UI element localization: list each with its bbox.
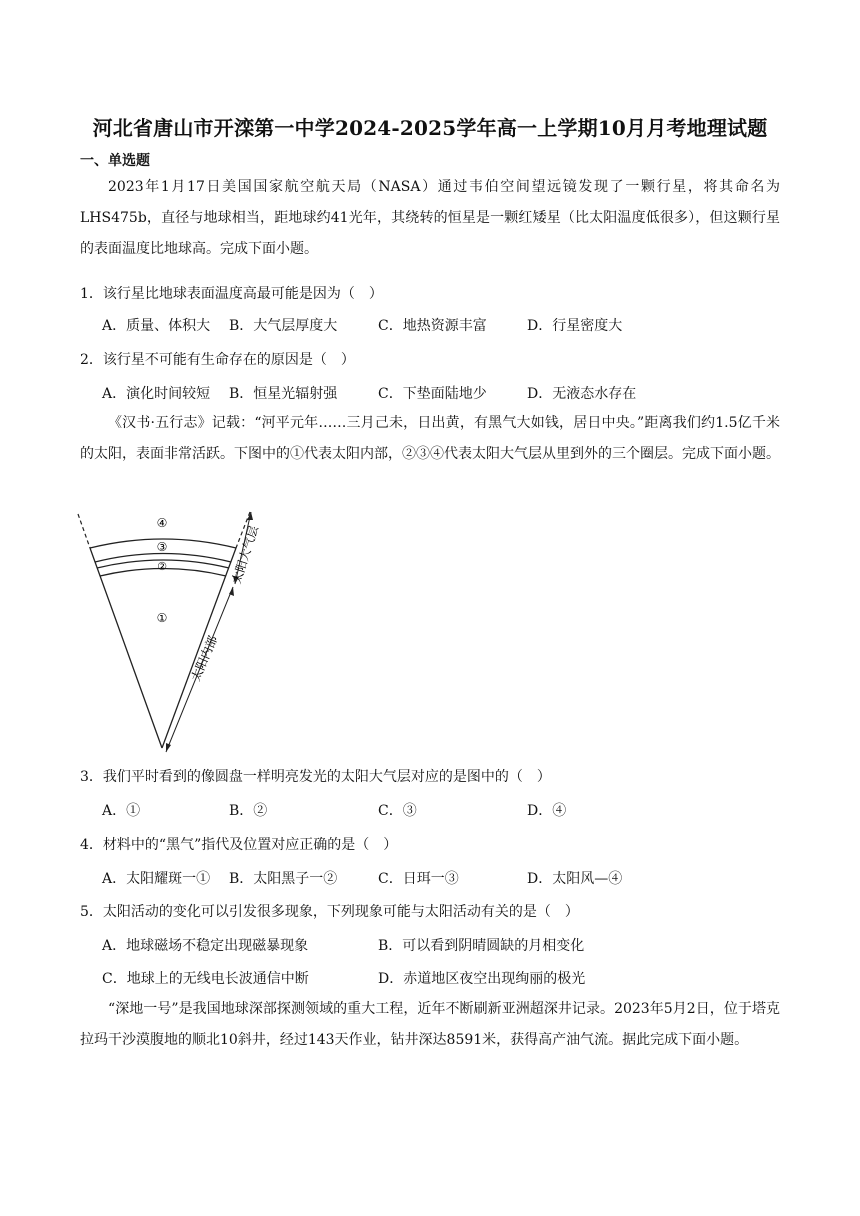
interior-arrow-head-bottom [166,743,171,752]
question-1-option-d[interactable]: D．行星密度大 [527,318,623,334]
page-title: 河北省唐山市开滦第一中学2024-2025学年高一上学期10月月考地理试题 [92,116,768,140]
section-heading: 一、单选题 [80,153,150,169]
passage-3: “深地一号”是我国地球深部探测领域的重大工程，近年不断刷新亚洲超深井记录。2023年5月2日，位于塔克拉玛干沙漠腹地的顺北10斜井，经过143天作业，钻井深达8591米，获得高产油气流。据此完成下面小题。 [80,1001,780,1048]
left-dashed-edge [78,514,90,548]
passage-2: 《汉书·五行志》记载：“河平元年……三月己未，日出黄，有黑气大如钱，居日中央。”距离我们约1.5亿千米的太阳，表面非常活跃。下图中的①代表太阳内部，②③④代表太阳大气层从里到外的三个圈层。完成下面小题。 [80,415,780,462]
question-1-option-c[interactable]: C．地热资源丰富 [378,318,487,334]
question-5-option-b[interactable]: B．可以看到阴晴圆缺的月相变化 [378,938,585,954]
question-5-option-d[interactable]: D．赤道地区夜空出现绚丽的极光 [378,971,586,987]
question-4-option-b[interactable]: B．太阳黑子一② [229,871,338,887]
question-4-option-a[interactable]: A．太阳耀斑一① [102,871,211,887]
layer-3-label: ③ [156,540,168,554]
question-1-option-a[interactable]: A．质量、体积大 [102,318,211,334]
question-4-stem: 4．材料中的“黑气”指代及位置对应正确的是（ ） [80,837,398,853]
sun-structure-figure [72,508,282,758]
passage-1: 2023年1月17日美国国家航空航天局（NASA）通过韦伯空间望远镜发现了一颗行星，将其命名为LHS475b，直径与地球相当，距地球约41光年，其绕转的恒星是一颗红矮星（比太阳温度低很多），但这颗行星的表面温度比地球高。完成下面小题。 [80,179,780,257]
layer-1-label: ① [156,611,168,625]
question-2-stem: 2．该行星不可能有生命存在的原因是（ ） [80,352,355,368]
question-4-option-d[interactable]: D．太阳风—④ [527,871,623,887]
question-5-option-a[interactable]: A．地球磁场不稳定出现磁暴现象 [102,938,309,954]
question-2-option-b[interactable]: B．恒星光辐射强 [229,386,338,402]
question-3-option-c[interactable]: C．③ [378,803,417,819]
question-3-stem: 3．我们平时看到的像圆盘一样明亮发光的太阳大气层对应的是图中的（ ） [80,769,551,785]
question-5-stem: 5．太阳活动的变化可以引发很多现象，下列现象可能与太阳活动有关的是（ ） [80,904,579,920]
question-2-option-c[interactable]: C．下垫面陆地少 [378,386,487,402]
atmosphere-label: 太阳大气层 [229,524,262,586]
wedge-left-edge [90,548,162,748]
question-1-option-b[interactable]: B．大气层厚度大 [229,318,338,334]
question-1-stem: 1．该行星比地球表面温度高最可能是因为（ ） [80,286,383,302]
sun-structure-diagram [72,508,282,758]
question-2-option-d[interactable]: D．无液态水存在 [527,386,637,402]
question-3-option-b[interactable]: B．② [229,803,268,819]
question-3-option-a[interactable]: A．① [102,803,141,819]
layer-4-label: ④ [156,516,168,530]
question-4-option-c[interactable]: C．日珥一③ [378,871,459,887]
question-3-option-d[interactable]: D．④ [527,803,567,819]
layer-2-label: ② [157,560,167,573]
question-5-option-c[interactable]: C．地球上的无线电长波通信中断 [102,971,309,987]
question-2-option-a[interactable]: A．演化时间较短 [102,386,211,402]
wedge-right-edge [162,548,236,748]
interior-label: 太阳内部 [188,633,221,684]
